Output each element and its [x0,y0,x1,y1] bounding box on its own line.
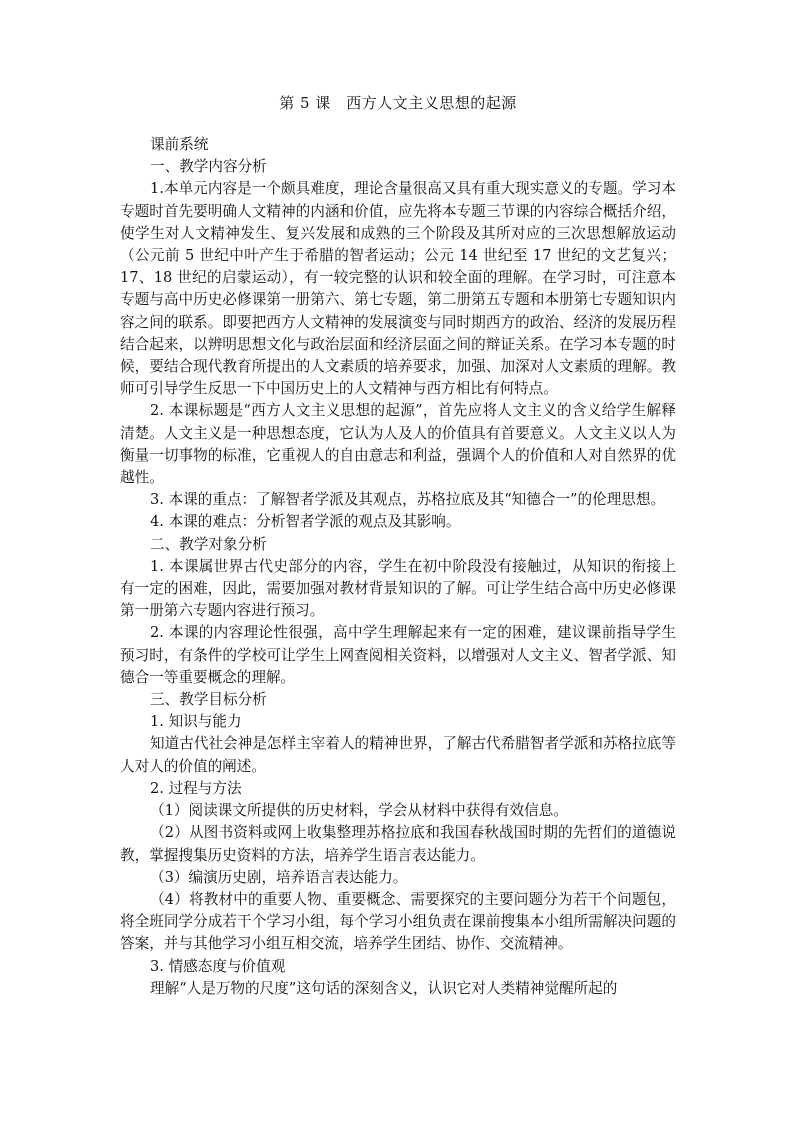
paragraph: 2. 本课标题是“西方人文主义思想的起源”，首先应将人文主义的含义给学生解释清楚。人文主义是一种思想态度，它认为人及人的价值具有首要意义。人文主义以人为衡量一切事物的标准，它重视人的自由意志和利益，强调个人的价值和人对自然界的优越性。 [120,402,676,487]
paragraph: 2. 本课的内容理论性很强，高中学生理解起来有一定的困难，建议课前指导学生预习时，有条件的学校可让学生上网查阅相关资料，以增强对人文主义、智者学派、知德合一等重要概念的理解。 [120,624,676,686]
paragraph: 理解“人是万物的尺度”这句话的深刻含义，认识它对人类精神觉醒所起的 [150,979,618,997]
paragraph: 知道古代社会神是怎样主宰着人的精神世界，了解古代希腊智者学派和苏格拉底等人对人的价值的阐述。 [120,735,676,775]
document-page [120,92,676,1000]
paragraph: 1. 本课属世界古代史部分的内容，学生在初中阶段没有接触过，从知识的衔接上有一定的困难，因此，需要加强对教材背景知识的了解。可让学生结合高中历史必修课第一册第六专题内容进行预习。 [120,557,676,620]
section-heading: 一、教学内容分析 [150,158,267,176]
section-heading: 课前系统 [150,136,209,153]
subsection-heading: 2. 过程与方法 [150,779,242,797]
paragraph: 1.本单元内容是一个颇具难度，理论含量很高又具有重大现实意义的专题。学习本专题时首先要明确人文精神的内涵和价值，应先将本专题三节课的内容综合概括介绍，使学生对人文精神发生、复兴发展和成熟的三个阶段及其所对应的三次思想解放运动（公元前 5 世纪中叶产生于希腊的智者运动；公元 14 世纪至 17 世纪的文艺复兴；17、18 世纪的启蒙运动），有一较完整的认识和较全面的理解。在学习时，可注意本专题与高中历史必修课第一册第六、第七专题，第二册第五专题和本册第七专题知识内容之间的联系。即要把西方人文精神的发展演变与同时期西方的政治、经济的发展历程结合起来，以辨明思想文化与政治层面和经济层面之间的辩证关系。在学习本专题的时候，要结合现代教育所提出的人文素质的培养要求，加强、加深对人文素质的理解。教师可引导学生反思一下中国历史上的人文精神与西方相比有何特点。 [120,180,676,398]
subsection-heading: 3. 情感态度与价值观 [150,957,286,975]
paragraph: 3. 本课的重点：了解智者学派及其观点，苏格拉底及其“知德合一”的伦理思想。 [150,491,666,509]
paragraph: （1）阅读课文所提供的历史材料，学会从材料中获得有效信息。 [150,802,568,820]
page-title: 第 5 课 西方人文主义思想的起源 [279,94,517,112]
subsection-heading: 1. 知识与能力 [150,713,242,731]
paragraph: （2）从图书资料或网上收集整理苏格拉底和我国春秋战国时期的先哲们的道德说教，掌握搜集历史资料的方法，培养学生语言表达能力。 [120,824,676,864]
paragraph: 4. 本课的难点：分析智者学派的观点及其影响。 [150,513,461,531]
paragraph: （4）将教材中的重要人物、重要概念、需要探究的主要问题分为若干个问题包，将全班同学分成若干个学习小组，每个学习小组负责在课前搜集本小组所需解决问题的答案，并与其他学习小组互相交流，培养学生团结、协作、交流精神。 [120,890,676,953]
section-heading: 三、教学目标分析 [150,691,267,709]
paragraph: （3）编演历史剧，培养语言表达能力。 [150,868,408,886]
section-heading: 二、教学对象分析 [150,535,267,553]
